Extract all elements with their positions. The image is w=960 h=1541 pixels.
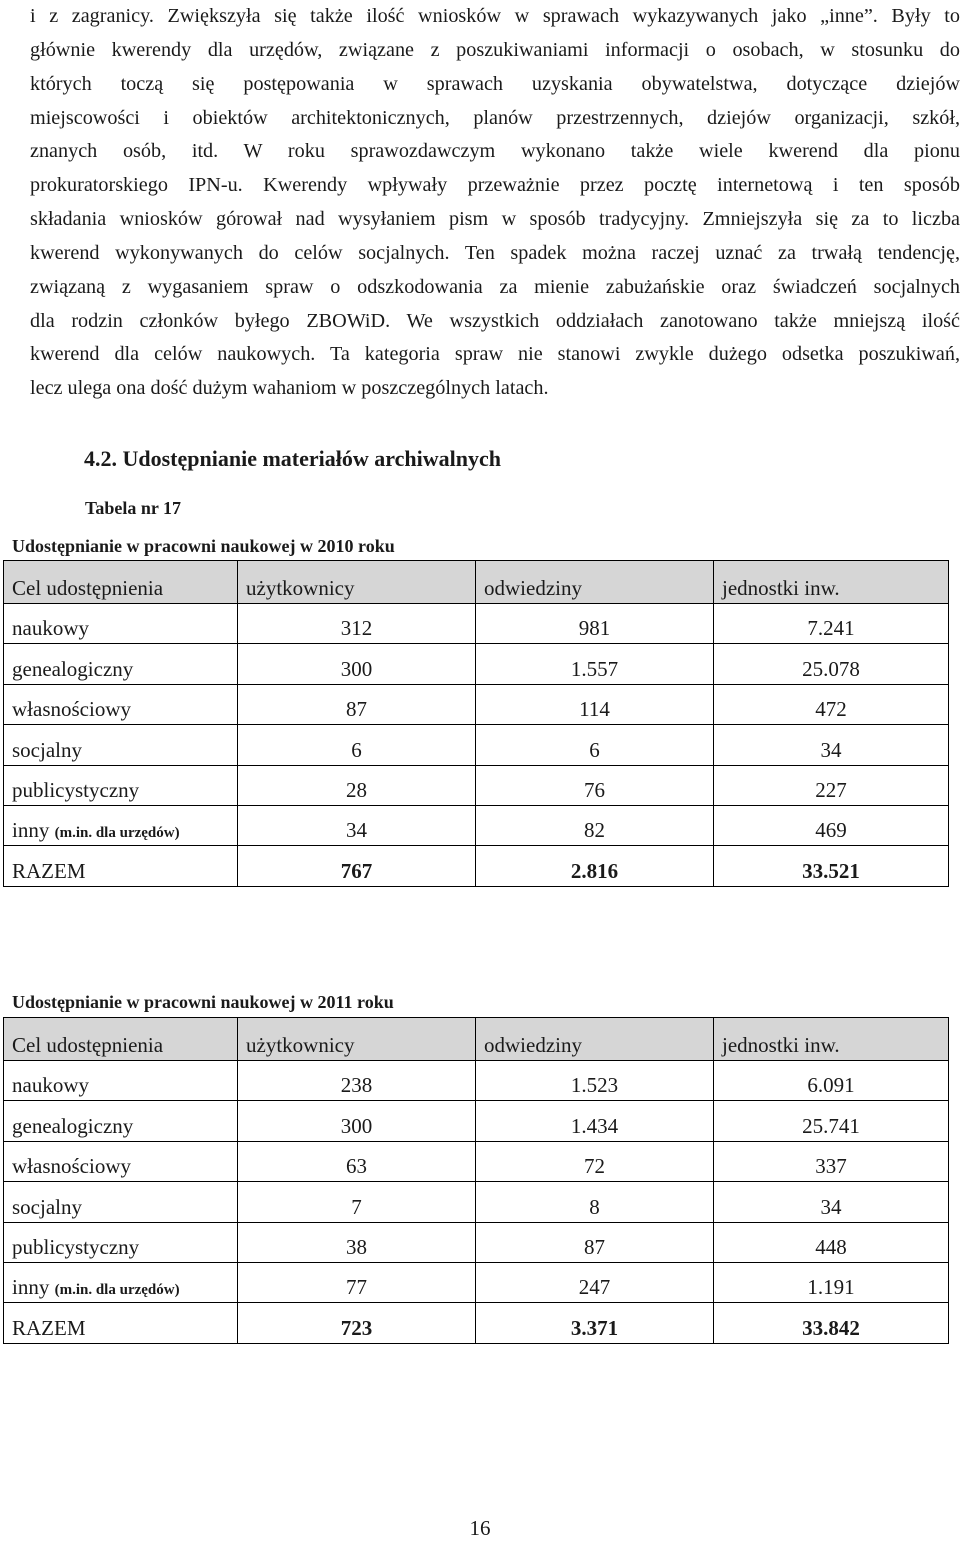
total-visits: 2.816 bbox=[476, 846, 714, 886]
cell-users: 238 bbox=[238, 1061, 476, 1101]
table-row bbox=[4, 1061, 949, 1101]
row-label: genealogiczny bbox=[4, 1101, 238, 1141]
paragraph-line: znanych osób, itd. W roku sprawozdawczym wykonano także wiele kwerend dla pionu bbox=[30, 140, 960, 163]
section-heading: 4.2. Udostępnianie materiałów archiwalnych bbox=[84, 446, 501, 471]
row-label: socjalny bbox=[4, 725, 238, 765]
row-label: naukowy bbox=[4, 1061, 238, 1101]
cell-units: 7.241 bbox=[714, 604, 949, 644]
table-2010 bbox=[3, 560, 949, 887]
cell-users: 300 bbox=[238, 1101, 476, 1141]
paragraph-line: związaną z wygasaniem spraw o odszkodowania za mienie zabużańskie oraz świadczeń socjalnych bbox=[30, 275, 960, 298]
header-cell: odwiedziny bbox=[476, 1018, 714, 1061]
header-cell: jednostki inw. bbox=[714, 1018, 949, 1061]
table-row bbox=[4, 725, 949, 765]
paragraph-line: dla rodzin członków byłego ZBOWiD. We wszystkich oddziałach zanotowano także mniejszą ilość bbox=[30, 309, 960, 332]
row-label: własnościowy bbox=[4, 684, 238, 724]
cell-visits: 72 bbox=[476, 1141, 714, 1181]
table-total-row bbox=[4, 1303, 949, 1343]
row-label: inny bbox=[12, 818, 50, 843]
row-note: (m.in. dla urzędów) bbox=[54, 1282, 180, 1299]
body-paragraph bbox=[30, 0, 960, 406]
cell-users: 28 bbox=[238, 765, 476, 805]
cell-visits: 87 bbox=[476, 1222, 714, 1262]
total-label: RAZEM bbox=[4, 1303, 238, 1343]
table-row bbox=[4, 644, 949, 684]
table-row bbox=[4, 805, 949, 845]
cell-users: 7 bbox=[238, 1182, 476, 1222]
cell-units: 448 bbox=[714, 1222, 949, 1262]
table-caption-2010: Udostępnianie w pracowni naukowej w 2010 roku bbox=[12, 536, 395, 556]
paragraph-line: kwerend wykonywanych do celów socjalnych. Ten spadek można raczej uznać za trwałą tendencję, bbox=[30, 241, 960, 264]
row-label: publicystyczny bbox=[4, 765, 238, 805]
table-caption-2011: Udostępnianie w pracowni naukowej w 2011 roku bbox=[12, 992, 394, 1012]
header-cell: użytkownicy bbox=[238, 1018, 476, 1061]
paragraph-line: prokuratorskiego IPN-u. Kwerendy wpływały przeważnie przez pocztę internetową i ten sposób bbox=[30, 174, 960, 197]
cell-units: 25.078 bbox=[714, 644, 949, 684]
header-cell: odwiedziny bbox=[476, 561, 714, 604]
cell-units: 472 bbox=[714, 684, 949, 724]
table-row bbox=[4, 604, 949, 644]
table-row bbox=[4, 1262, 949, 1302]
cell-visits: 6 bbox=[476, 725, 714, 765]
cell-visits: 1.523 bbox=[476, 1061, 714, 1101]
cell-visits: 76 bbox=[476, 765, 714, 805]
cell-units: 6.091 bbox=[714, 1061, 949, 1101]
cell-users: 87 bbox=[238, 684, 476, 724]
cell-units: 337 bbox=[714, 1141, 949, 1181]
paragraph-line: których toczą się postępowania w sprawach uzyskania obywatelstwa, dotyczące dziejów bbox=[30, 72, 960, 95]
cell-units: 34 bbox=[714, 1182, 949, 1222]
header-cell: Cel udostępnienia bbox=[4, 561, 238, 604]
table-header-row bbox=[4, 1018, 949, 1061]
cell-users: 77 bbox=[238, 1262, 476, 1302]
table-row bbox=[4, 765, 949, 805]
cell-users: 6 bbox=[238, 725, 476, 765]
paragraph-line: i z zagranicy. Zwiększyła się także ilość wniosków w sprawach wykazywanych jako „inne”. Były to bbox=[30, 5, 960, 27]
total-users: 767 bbox=[238, 846, 476, 886]
row-label: własnościowy bbox=[4, 1141, 238, 1181]
cell-units: 1.191 bbox=[714, 1262, 949, 1302]
table-total-row bbox=[4, 846, 949, 886]
cell-users: 63 bbox=[238, 1141, 476, 1181]
row-label: naukowy bbox=[4, 604, 238, 644]
row-label: socjalny bbox=[4, 1182, 238, 1222]
table-row bbox=[4, 1101, 949, 1141]
cell-visits: 8 bbox=[476, 1182, 714, 1222]
total-users: 723 bbox=[238, 1303, 476, 1343]
cell-units: 25.741 bbox=[714, 1101, 949, 1141]
cell-users: 312 bbox=[238, 604, 476, 644]
table-header-row bbox=[4, 561, 949, 604]
paragraph-line: lecz ulega ona dość dużym wahaniom w poszczególnych latach. bbox=[30, 377, 549, 400]
header-cell: użytkownicy bbox=[238, 561, 476, 604]
table-2011 bbox=[3, 1017, 949, 1344]
paragraph-line: składania wniosków górował nad wysyłaniem pism w sposób tradycyjny. Zmniejszyła się za to liczba bbox=[30, 208, 960, 231]
cell-units: 469 bbox=[714, 805, 949, 845]
total-visits: 3.371 bbox=[476, 1303, 714, 1343]
cell-users: 38 bbox=[238, 1222, 476, 1262]
row-label-cell bbox=[4, 805, 238, 845]
cell-users: 34 bbox=[238, 805, 476, 845]
row-label: inny bbox=[12, 1275, 50, 1300]
table-row bbox=[4, 1222, 949, 1262]
row-label-cell bbox=[4, 1262, 238, 1302]
paragraph-line: miejscowości i obiektów architektonicznych, planów przestrzennych, dziejów organizacji, szkół, bbox=[30, 106, 960, 129]
paragraph-line: kwerend dla celów naukowych. Ta kategoria spraw nie stanowi zwykle dużego odsetka poszukiwań, bbox=[30, 343, 960, 366]
table-number: Tabela nr 17 bbox=[85, 498, 182, 518]
total-label: RAZEM bbox=[4, 846, 238, 886]
header-cell: Cel udostępnienia bbox=[4, 1018, 238, 1061]
cell-visits: 82 bbox=[476, 805, 714, 845]
row-note: (m.in. dla urzędów) bbox=[54, 825, 180, 842]
row-label: publicystyczny bbox=[4, 1222, 238, 1262]
table-row bbox=[4, 684, 949, 724]
cell-visits: 114 bbox=[476, 684, 714, 724]
cell-visits: 1.557 bbox=[476, 644, 714, 684]
cell-users: 300 bbox=[238, 644, 476, 684]
cell-visits: 981 bbox=[476, 604, 714, 644]
cell-visits: 247 bbox=[476, 1262, 714, 1302]
total-units: 33.521 bbox=[714, 846, 949, 886]
cell-visits: 1.434 bbox=[476, 1101, 714, 1141]
total-units: 33.842 bbox=[714, 1303, 949, 1343]
page-number: 16 bbox=[469, 1516, 491, 1540]
cell-units: 34 bbox=[714, 725, 949, 765]
table-row bbox=[4, 1182, 949, 1222]
header-cell: jednostki inw. bbox=[714, 561, 949, 604]
cell-units: 227 bbox=[714, 765, 949, 805]
row-label: genealogiczny bbox=[4, 644, 238, 684]
paragraph-line: głównie kwerendy dla urzędów, związane z poszukiwaniami informacji o osobach, w stosunku do bbox=[30, 38, 960, 61]
table-row bbox=[4, 1141, 949, 1181]
